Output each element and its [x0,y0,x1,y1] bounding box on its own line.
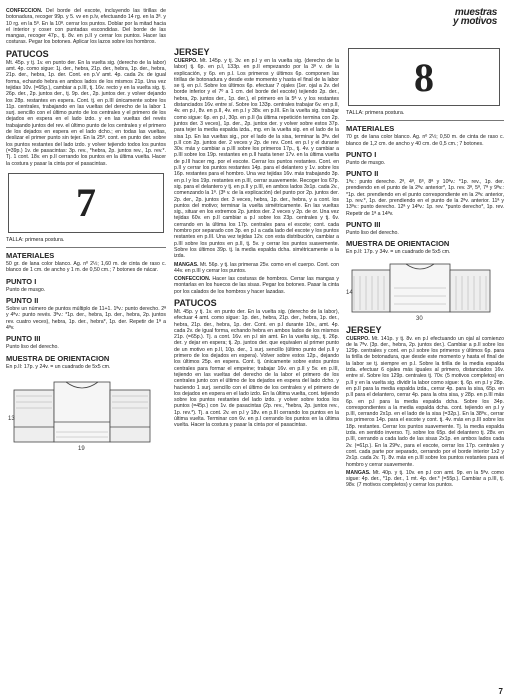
diagram2-measure-1: 14 [346,289,353,296]
punto1-text: Punto de musgo. [6,286,46,293]
punto3-text: Punto liso del derecho. [6,344,59,351]
muestra-heading: MUESTRA DE ORIENTACION [6,353,110,363]
patucos-heading-2: PATUCOS [174,297,217,308]
diagram2-measure-2: 30 [416,315,423,322]
punto3-heading-2: PUNTO III [346,219,381,229]
punto3-heading: PUNTO III [6,334,41,344]
muestra-text-2: En p.II: 17p. y 34v. = un cuadrado de 5x5 cm. [346,249,451,256]
mangas-paragraph-2 [346,470,504,489]
sweater-diagram [6,372,164,452]
jersey-heading: JERSEY [174,47,210,57]
mangas-label-2: MANGAS. [346,469,371,476]
mangas-text: Mt. 56p. y tj. las primeras 25v. como en el cuerpo. Cont. con 44v. en p.III y cerrar los puntos. [174,261,339,274]
confeccion-paragraph [6,8,166,46]
column-middle [174,44,339,431]
punto1-heading: PUNTO I [6,276,37,286]
brand-line1: muestras [454,7,497,18]
talla-text-2: TALLA: primera postura. [346,110,405,116]
confeccion-label: CONFECCION. [6,8,43,14]
brand-logo [453,8,497,26]
materiales-heading: MATERIALES [6,251,55,261]
patucos-text-2: Mt. 45p. y tj. 1v. en punto der. En la vuelta sig. (derecho de la labor), efectuar 4 amt. como sigue: 1p. der., hebra, 21p. der., hebra, 1p. der., hebra, 21p. der., hebra, 1p. der. Cont. en p.I durante 10v., amt. 4p. cada 2v. de igual forma, echando hebra en ambos lados de los mismos 21p. (=65p.). Tj. a cont. 16v. en p.I sin amt. En la vuelta sig., tj. 26p. der. y dejar en espera; tj. 2p. juntos der. que equivalen al primer punto de un motivo en p.II, 10p. der., 1 surj. sencillo (último punto del p.II y primero de los dejados en espera). Volver sobre estos 12p., dejando los últimos 25p. en espera. Cont. tj. únicamente sobre estos puntos centrales para formar el empeine; trabajar 16v. en p.II y 5v. en p.III, tejiendo en las vueltas del derecho de la labor el primero de los centrales junto con el último de los dejados en espera del lado dcho. y haciendo 1 surj. sencillo con el último de los centrales y el primero de los dejados en espera en el lado izdo. En la última vuelta, cont. tejiendo sobre los puntos restantes del lado izdo. y volver sobre todos los puntos (=45p.) con 1v. de pasacintas (2p. rev., *hebra, 2p. juntos rev., 1p. rev.*). Tj. a cont. 2v. en p.I y 18v. en p.III cerrando los puntos en la última vuelta. Terminar con 6v. en p.I cerrando los puntos en la última vuelta. Hacer la costura y pasar la cinta por el pasacintas. [174,308,339,429]
patucos-text: Mt. 45p. y tj. 1v. en punto der. En la vuelta sig. (derecho de la labor) amt. 4p. como sigue: 1j. der., hebra, 21p. der., hebra, 1p. der., hebra, 21p. der., hebra, 1p. der. Cont. en p.V amt. 4p. cada 2v. de igual forma, echando hebra en ambos lados de los mismos 21p. Una vez tejidas 10v. (=65p.), cambiar a p.III, tj. 16v. recto y en la vuelta sig. tj. 26p. der., 2p. juntos der., tj. 9p. der., 2p. juntos der. y volver dejando los 28p. restantes en espera. Cont. tj. en p.III únicamente sobre los 11p. centrales, trabajando en las vueltas del derecho de la labor 1 surj. sencillo con el último punto de los centrales y el primero de los dejados en espera en el lado izdo. y en las vueltas del revés trabajando juntos del rev. el último punto de los centrales y el primero de los dejados en espera en el lado dcho.; en todas las vueltas, deslizar el primer punto sin tejer. En la 25ª. cont. en punto der. sobre los puntos restantes del lado izdo. y volver tejiendo todos los puntos (=39p.) 1v. de pasacintas: 3p. rev., *hebra, 2p. juntos rev., 1p. rev.*. Tj. 1 cont. 18v. en p.II cerrando los puntos en la última vuelta. Hacer la costura y pasar la cinta por el pasacintas. [6,59,166,167]
jersey-heading-2: JERSEY [346,324,382,335]
punto2-text: Sobre un número de puntos múltiplo de 11+1. 1ªv.: punto derecho. 2ª y 4ªv.: punto revés. 3ªv.: *1p. der., hebra, 1p. der., hebra, 2p. juntos rev. cuatro veces), hebra, 1p. der., hebra*, 1p. der. Repetir de 1ª a 4ªv. [6,306,166,331]
brand-line2: y motivos [453,16,497,27]
cuerpo-paragraph-2 [346,336,504,468]
cuerpo-label-2: CUERPO. [346,335,370,342]
column-right [346,44,504,491]
divider [6,247,166,248]
diagram-measure-2: 19 [78,445,85,452]
punto1-heading-2: PUNTO I [346,149,377,159]
punto2-heading: PUNTO II [6,296,39,306]
cuerpo-text: Mt. 145p. y tj. 3v. en p.I y en la vuelta sig. (derecho de la labor) tj. 6p. en p.I, 133p. en p.II empezando por la 3ª v. de la explicación, y 6p. en p.I. Los primeros y últimos 6p. componen las tirillas de botonadura y desde este momento y hasta el final de la labor se tj. en p.I. Sobre los últimos 6p. efectuar 7 ojales (1er. ojal a 2v. del borde inferior y el 7º a 1 cm. del borde del escote) tejiendo 2p. der., hebra, 2p. juntos der., 1p. der.), el primero en la 5ª v. y los restantes distanciados 16v. entre sí. Sobre los 133p. centrales trabajar 6v. en p.II, 4v. en p.I, 8v. en p.II, 4v. en p.I y 38v. en p.III. En la vuelta sig. trabajar como sigue: 6p. en p.I, 30p. en p.II (la última repetición termina con 2p. juntos der. 3 veces), 1p. der., 2p. juntos der. y volver sobre estos 37p. para tejer la media espalda izda., mg. en la vuelta sig. en el lado de la sisa 1p. En las vueltas sig., por el lado de la sisa, terminar la 3ªv. del p.II con 2p. juntos der. 2 veces y 2p. de rev. Cont. en p.I y el durante 30v. más y cambiar a p.III sobre los primeros 17p., tj. 4v. y cambiar a p.III sobre los 19p. restantes en p.II hasta tener 17v. en la última vuelta de p.III hacer mg. por el escote. Cerrar los puntos restantes. Cont. en p.II y cerrar los puntos restantes 14p. para el delantero y 1v. sobre los 16p. restantes para el hombro. Una vez tejidas 16v. más trabajando 3p. en p.I y los 19p. restantes en p.III, cerrar suavemente. Recoger los 67p. sig. para el delantero y tj. en p.II y p.III, en ambos lados 3x1p. cada 2v., comenzando la 1ª. (3ª v. de la explicación) del punto por 2p. juntos der. 2p. der., 2p. juntos der. 3 veces, hebra, 1p. der., hebra, y a cont. los puntos del motivo; terminar la vuelta simétricamente. En las vueltas sig., situar en los extremos 2p. juntos der. 2 veces y 2p. de or. Una vez tejidas 60v. en p.II cambiar a p.I sobre los 23p. centrales y tj. 6v. cerrando en la última los 17p. centrales para el escote; cont. cada hombro por separado con 3p. en p.I a cada lado del escote y los puntos restantes en p.III. Una vez tejidas 12v. con esta distribución, cambiar a p.III sobre los puntos en p.II, tj. 5v. y cerrar los puntos suavemente. Sobre los últimos 39p. tj. la media espalda dcha. simétricamente a la izda. [174,58,339,260]
cuerpo-paragraph [174,58,339,260]
mangas-label: MANGAS. [174,261,199,268]
punto3-text-2: Punto liso del derecho. [346,229,399,236]
confeccion-text-2: Hacer las costuras de hombros. Cerrar las mangas y montarlas en los huecos de las sisas. Pegar los botones. Pasar la cinta por los calados de los hombros y hacer lazadas. [174,276,339,295]
mangas-paragraph [174,262,339,275]
mangas-text-2: Mt. 40p. y tj. 10v. en p.I con amt. 9p. en la 5ªv. como sigue: 4p. der., *1p. der., 1 mt. 4p. der.* (=55p.). Cambiar a p.III, tj. 98v. (7 motivos completos) y cerrar los puntos. [346,469,504,489]
column-left [6,8,166,452]
confeccion-text: Del borde del escote, incluyendo las tirillas de botonadura, recoger 99p. y 5. vv en p.lv, efectuando 14 rg. en la 3ª. y 10 rg. en la 5ª. En la 10ª. cerrar los puntos. Doblar por la mitad hacia el interior y coser con puntadas escondidas. Del borde de las mangas, recoger 47p., tj. 8v. en p.II y cerrar los puntos. Hacer las costuras. Pegar los botones. Aplicar los lazos sobre los hombros. [6,8,167,46]
muestra-text: En p.II: 17p. y 24v. = un cuadrado de 5x5 cm. [6,363,111,370]
talla-text: TALLA: primera postura. [6,236,65,243]
materiales-text-2: 70 gr. de lana color blanco. Ag. nº 2½; 0,50 m. de cinta de raso c. blanco de 1,2 cm. de ancho y 40 cm. de 0,5 cm.; 7 botones. [346,134,504,147]
patucos-heading: PATUCOS [6,48,49,59]
divider-2 [346,120,504,121]
punto2-text-2: 1ªv.: punto derecho. 2ª, 4ª, 6ª, 8ª y 10ªv.: *1p. rev., 1p. der. prendiendo en el punto de la 2ªv. anterior*, 1p. rev. 3ª, 5ª, 7ª y 9ªv.: *1p. der. prendiendo en el punto correspondiente en la 2ªv. anterior, 1p. rev.*, 1p. der. prendiendo en el punto de la 2ªv. anterior. 11ª y 13ªv.: punto derecho. 12ª y 14ªv.: 1p. rev. *punto derecho*, 1p. rev. Repetir de 1ª a 14ªv. [346,179,504,217]
cuerpo-label: CUERPO. [174,58,198,64]
cuerpo-text-2: Mt. 141p. y tj. 8v. en p.I efectuando un ojal al comienzo de la 7ªv. (3p. der., hebra, 2p. juntos der.). Cambiar a p.II sobre los 129p. centrales y cont. en p.I sobre los primeros y últimos 6p. para la tirilla de botonadura, que desde este momento y hasta el final de la labor se tj. siempre en p.I. Sobre la tirilla de la media espalda izda. efectuar 6 ojales más iguales al primero, distanciados 16v. entre sí. Sobre los 129p. centrales tj. 70v. (5 motivos completos) en p.II y en la vuelta sig. dividir la labor como sigue: tj. 6p. en p.I y 28p. en p.II para la media espalda izda., cerrar 4p. para la sisa, 65p. en p.II para el delantero, cerrar 4p. para la otra sisa, y 28p. en p.III más 6p. en p.I para la media espalda dcha. Sobre los 34p. correspondientes a la media espalda dcha. cont. tejiendo en p.I y p.III, cerrando 2x1p. en el lado de la sisa (=32p.). En la 38ªv., cerrar los primeros 14p. para el escote y cont. tj. 4v. más en p.III sobre los 18p. restantes. Cerrar los puntos suavemente. Tj. la media espalda izda. en sentido inverso. Tj. sobre los 65p. del delantero tj. 28v. en p.III, cerrando a cada lado de las sisas 2x1p. en ambos lados cada 2v. (=61p.). En la 29ªv., para el escote, cerrar los 17p. centrales y cont. cada parte por separado, cerrando por el borde interior 1x2 y 2x1p. cada 2v. Tj. 8v. más en p.III sobre los puntos restantes para el hombro y cerrar suavemente. [346,335,504,468]
model-number-box: 7 [8,173,164,233]
muestra-heading-2: MUESTRA DE ORIENTACION [346,239,450,249]
sweater-diagram-2 [346,258,502,322]
confeccion-label-2: CONFECCION. [174,276,211,283]
materiales-text: 50 gr. de lana color blanco. Ag. nº 2½; 1,60 m. de cinta de raso c. blanco de 1 cm. de ancho y 1 m. de 0,50 cm.; 7 botones de nácar. [6,261,166,274]
model-number-box-2: 8 [348,48,500,106]
punto1-text-2: Punto de musgo. [346,159,386,166]
diagram-measure-1: 13 [8,415,15,422]
punto2-heading-2: PUNTO II [346,169,379,179]
materiales-heading-2: MATERIALES [346,124,395,134]
page-number: 7 [498,687,503,696]
confeccion-paragraph-2 [174,276,339,295]
